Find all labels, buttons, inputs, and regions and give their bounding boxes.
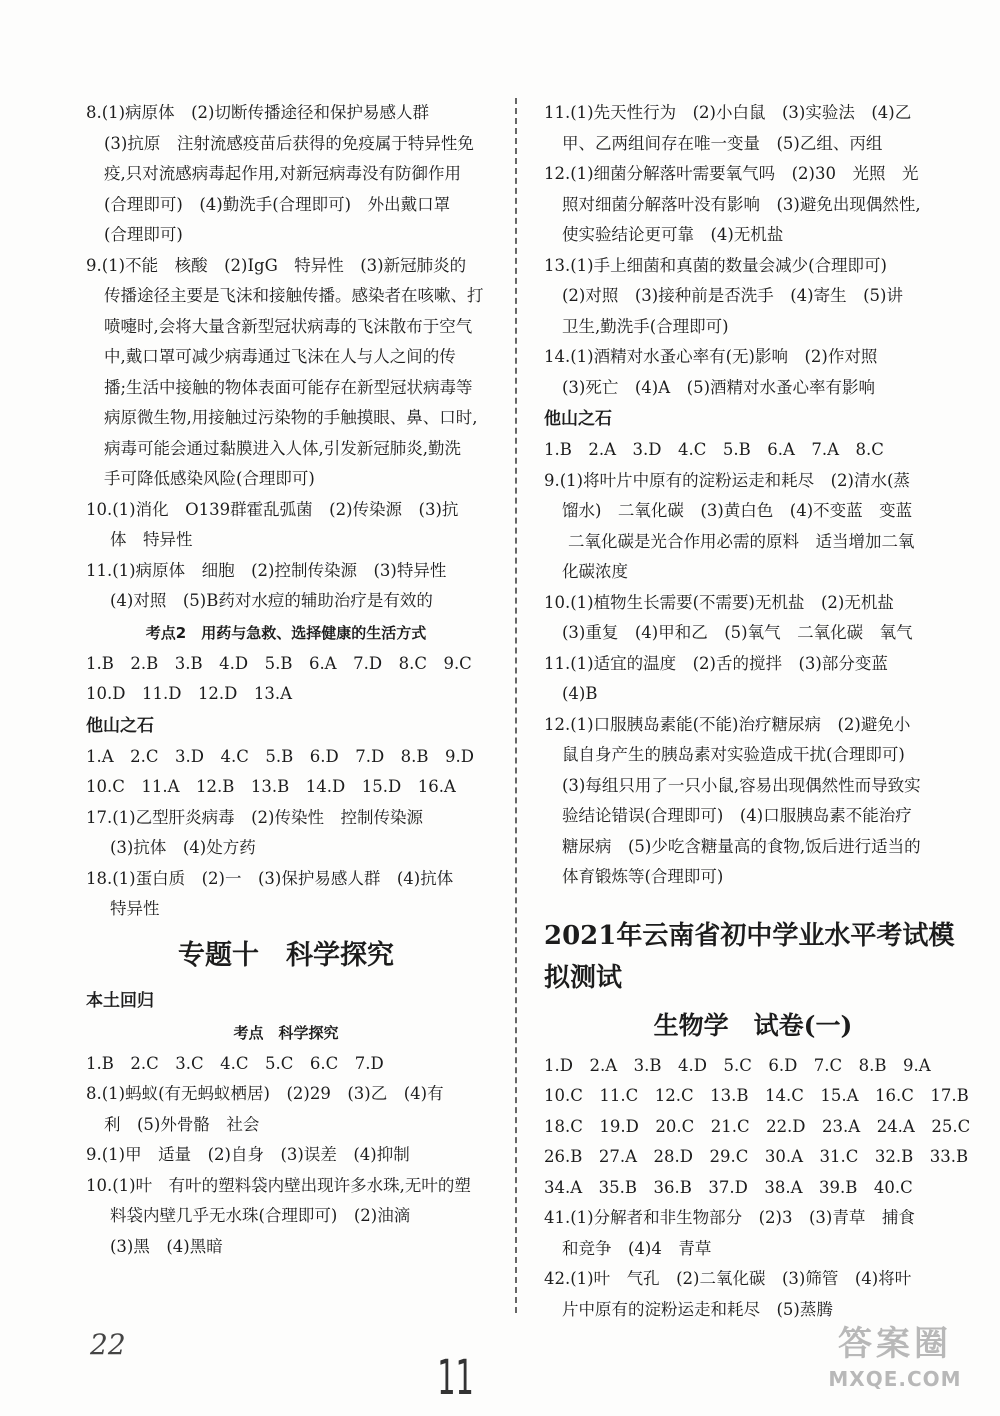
section-heading: 他山之石 bbox=[86, 715, 154, 736]
answer-line: 10.C 11.C 12.C 13.B 14.C 15.A 16.C 17.B bbox=[544, 1086, 969, 1105]
watermark-text: 答案圈 bbox=[838, 1324, 952, 1364]
answer-line: 11.(1)病原体 细胞 (2)控制传染源 (3)特异性 bbox=[86, 560, 447, 580]
exam-title: 2021年云南省初中学业水平考试模拟测试 bbox=[544, 920, 955, 993]
answer-line: 8.(1)蚂蚁(有无蚂蚁栖居) (2)29 (3)乙 (4)有 bbox=[86, 1084, 444, 1103]
answer-line: 特异性 bbox=[110, 899, 160, 918]
answer-line: (3)每组只用了一只小鼠,容易出现偶然性而导致实 bbox=[562, 775, 921, 795]
answer-line: (3)重复 (4)甲和乙 (5)氧气 二氧化碳 氧气 bbox=[562, 623, 913, 642]
answer-line: 鼠自身产生的胰岛素对实验造成干扰(合理即可) bbox=[562, 745, 905, 764]
answer-line: 18.C 19.D 20.C 21.C 22.D 23.A 24.A 25.C bbox=[544, 1116, 971, 1136]
answer-line: 馏水) 二氧化碳 (3)黄白色 (4)不变蓝 变蓝 bbox=[562, 501, 913, 520]
answer-line: 传播途径主要是飞沫和接触传播。感染者在咳嗽、打 bbox=[104, 286, 484, 305]
answer-line: 1.B 2.B 3.B 4.D 5.B 6.A 7.D 8.C 9.C bbox=[86, 653, 472, 673]
section-subheading: 考点 科学探究 bbox=[233, 1023, 339, 1042]
answer-line: 1.B 2.C 3.C 4.C 5.C 6.C 7.D bbox=[86, 1053, 384, 1073]
answer-line: 1.D 2.A 3.B 4.D 5.C 6.D 7.C 8.B 9.A bbox=[544, 1055, 931, 1075]
answer-line: 疫,只对流感病毒起作用,对新冠病毒没有防御作用 bbox=[104, 164, 461, 183]
answer-line: 播;生活中接触的物体表面可能存在新型冠状病毒等 bbox=[104, 377, 473, 397]
answer-line: (3)死亡 (4)A (5)酒精对水蚤心率有影响 bbox=[562, 377, 876, 397]
answer-line: 化碳浓度 bbox=[562, 562, 628, 581]
answer-line: 9.(1)不能 核酸 (2)IgG 特异性 (3)新冠肺炎的 bbox=[86, 255, 467, 275]
answer-line: 18.(1)蛋白质 (2)一 (3)保护易感人群 (4)抗体 bbox=[86, 868, 454, 888]
answer-line: 10.D 11.D 12.D 13.A bbox=[86, 684, 293, 703]
answer-line: 甲、乙两组间存在唯一变量 (5)乙组、丙组 bbox=[562, 133, 883, 153]
section-subheading: 考点2 用药与急救、选择健康的生活方式 bbox=[145, 623, 427, 642]
answer-line: 14.(1)酒精对水蚤心率有(无)影响 (2)作对照 bbox=[544, 347, 878, 366]
answer-line: 10.C 11.A 12.B 13.B 14.D 15.D 16.A bbox=[86, 777, 456, 796]
answer-line: 10.(1)叶 有叶的塑料袋内壁出现许多水珠,无叶的塑 bbox=[86, 1175, 471, 1195]
answer-line: (合理即可) (4)勤洗手(合理即可) 外出戴口罩 bbox=[104, 194, 451, 214]
column-divider bbox=[515, 98, 517, 1313]
answer-line: (合理即可) bbox=[104, 225, 183, 244]
answer-line: (3)抗原 注射流感疫苗后获得的免疫属于特异性免 bbox=[104, 133, 474, 153]
answer-line: 体育锻炼等(合理即可) bbox=[562, 867, 724, 886]
answer-line: 9.(1)将叶片中原有的淀粉运走和耗尽 (2)清水(蒸 bbox=[544, 470, 910, 490]
answer-line: 1.A 2.C 3.D 4.C 5.B 6.D 7.D 8.B 9.D bbox=[86, 746, 475, 766]
answer-line: (3)黑 (4)黑暗 bbox=[110, 1236, 223, 1256]
answer-line: 病毒可能会通过黏膜进入人体,引发新冠肺炎,勤洗 bbox=[104, 438, 461, 458]
answer-line: 利 (5)外骨骼 社会 bbox=[104, 1114, 260, 1134]
answer-line: 体 特异性 bbox=[110, 530, 193, 549]
answer-line: 片中原有的淀粉运走和耗尽 (5)蒸腾 bbox=[562, 1299, 833, 1319]
answer-line: 11.(1)先天性行为 (2)小白鼠 (3)实验法 (4)乙 bbox=[544, 103, 912, 122]
answer-line: 糖尿病 (5)少吃含糖量高的食物,饭后进行适当的 bbox=[562, 836, 921, 856]
answer-line: 12.(1)口服胰岛素能(不能)治疗糖尿病 (2)避免小 bbox=[544, 714, 911, 734]
answer-line: 手可降低感染风险(合理即可) bbox=[104, 469, 315, 488]
answer-line: 42.(1)叶 气孔 (2)二氧化碳 (3)筛管 (4)将叶 bbox=[544, 1269, 912, 1288]
answer-line: 13.(1)手上细菌和真菌的数量会减少(合理即可) bbox=[544, 255, 887, 275]
watermark-logo bbox=[810, 1322, 980, 1392]
page-number: 22 bbox=[90, 1328, 126, 1361]
answer-line: 8.(1)病原体 (2)切断传播途径和保护易感人群 bbox=[86, 103, 429, 122]
answer-line: 中,戴口罩可减少病毒通过飞沫在人与人之间的传 bbox=[104, 347, 456, 366]
section-heading: 他山之石 bbox=[544, 409, 612, 429]
watermark-url: MXQE.COM bbox=[828, 1367, 962, 1391]
answer-line: 照对细菌分解落叶没有影响 (3)避免出现偶然性, bbox=[562, 194, 921, 214]
section-heading: 本土回归 bbox=[86, 990, 154, 1011]
answer-line: 12.(1)细菌分解落叶需要氧气吗 (2)30 光照 光 bbox=[544, 164, 919, 183]
answer-line: 1.B 2.A 3.D 4.C 5.B 6.A 7.A 8.C bbox=[544, 440, 884, 459]
answer-line: 9.(1)甲 适量 (2)自身 (3)误差 (4)抑制 bbox=[86, 1145, 410, 1164]
answer-line: 验结论错误(合理即可) (4)口服胰岛素不能治疗 bbox=[562, 806, 912, 825]
answer-line: (3)抗体 (4)处方药 bbox=[110, 838, 256, 857]
answer-line: 喷嚏时,会将大量含新型冠状病毒的飞沫散布于空气 bbox=[104, 316, 473, 336]
paper-title: 生物学 试卷(一) bbox=[653, 1010, 853, 1040]
answer-line: 41.(1)分解者和非生物部分 (2)3 (3)青草 捕食 bbox=[544, 1208, 915, 1227]
answer-line: 病原微生物,用接触过污染物的手触摸眼、鼻、口时, bbox=[104, 408, 478, 427]
answer-line: (4)对照 (5)B药对水痘的辅助治疗是有效的 bbox=[110, 591, 433, 610]
answer-line: 料袋内壁几乎无水珠(合理即可) (2)油滴 bbox=[110, 1206, 411, 1225]
answer-line: 34.A 35.B 36.B 37.D 38.A 39.B 40.C bbox=[544, 1177, 913, 1197]
answer-line: 11.(1)适宜的温度 (2)舌的搅拌 (3)部分变蓝 bbox=[544, 653, 888, 673]
answer-line: (2)对照 (3)接种前是否洗手 (4)寄生 (5)讲 bbox=[562, 286, 903, 305]
topic-title: 专题十 科学探究 bbox=[178, 939, 394, 971]
answer-line: 10.(1)消化 O139群霍乱弧菌 (2)传染源 (3)抗 bbox=[86, 499, 459, 519]
answer-line: 使实验结论更可靠 (4)无机盐 bbox=[562, 225, 784, 244]
answer-line: 二氧化碳是光合作用必需的原料 适当增加二氧 bbox=[568, 531, 915, 551]
answer-line: 和竞争 (4)4 青草 bbox=[562, 1238, 712, 1258]
handwritten-mark: 11 bbox=[437, 1350, 474, 1406]
right-column bbox=[544, 98, 971, 1325]
left-column bbox=[86, 98, 486, 1262]
answer-line: 卫生,勤洗手(合理即可) bbox=[562, 316, 729, 336]
answer-line: 17.(1)乙型肝炎病毒 (2)传染性 控制传染源 bbox=[86, 807, 423, 827]
answer-line: (4)B bbox=[562, 684, 598, 703]
answer-line: 10.(1)植物生长需要(不需要)无机盐 (2)无机盐 bbox=[544, 592, 894, 612]
answer-line: 26.B 27.A 28.D 29.C 30.A 31.C 32.B 33.B bbox=[544, 1147, 969, 1166]
